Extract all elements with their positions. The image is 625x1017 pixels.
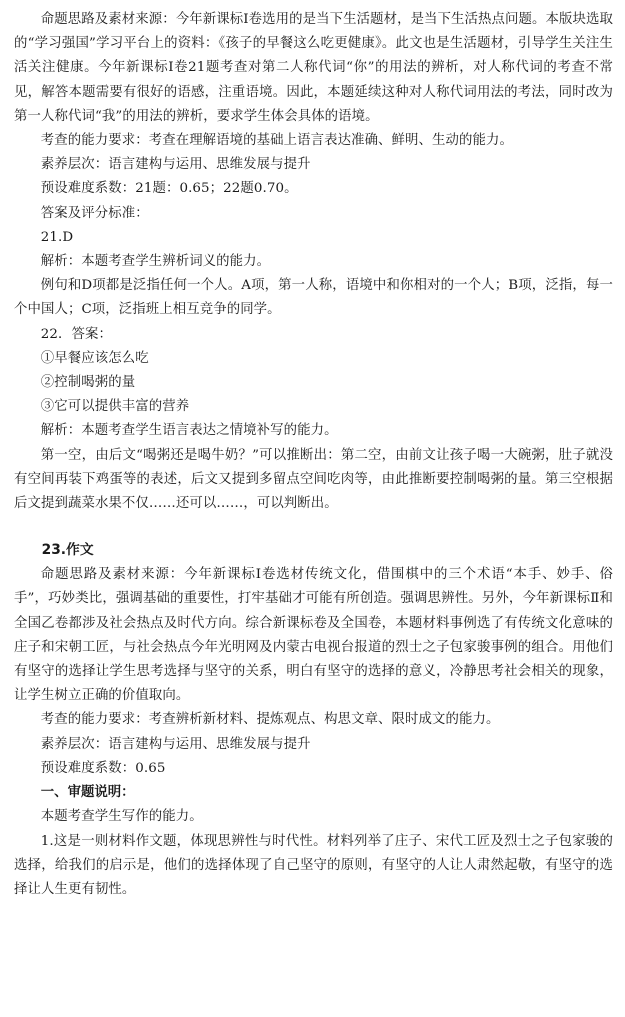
q22-answer-label: 22．答案： <box>40 326 112 342</box>
q21-detail: 例句和D项都是泛指任何一个人。A项，第一人称，语境中和你相对的一个人；B项，泛指，每一个中国人；C项，泛指班上相互竞争的同学。 <box>14 278 613 318</box>
q23-ability-requirement: 考查的能力要求：考查辨析新材料、提炼观点、构思文章、限时成文的能力。 <box>40 712 500 728</box>
q21-answer: 21.D <box>40 229 74 245</box>
q22-answer-item: ②控制喝粥的量 <box>40 375 136 391</box>
q22-analysis: 解析：本题考查学生语言表达之情境补写的能力。 <box>40 423 338 439</box>
q21-22-difficulty: 预设难度系数：21题：0.65；22题0.70。 <box>40 181 298 197</box>
q23-difficulty: 预设难度系数：0.65 <box>40 760 166 776</box>
answer-heading: 答案及评分标准： <box>40 205 149 221</box>
review-heading: 一、审题说明： <box>40 785 135 801</box>
q23-source-paragraph: 命题思路及素材来源：今年新课标Ⅰ卷选材传统文化，借围棋中的三个术语“本手、妙手、俗手”，巧妙类比，强调基础的重要性，打牢基础才可能有所创造。强调思辨性。另外，今年新课标Ⅱ和全国乙卷都涉及社会热点及时代方向。综合新课标卷及全国卷，本题材料事例选了有传统文化意味的庄子和宋朝工匠，与社会热点今年光明网及内蒙古电视台报道的烈士之子包家骏事例的组合。用他们有坚守的选择让学生思考选择与坚守的关系，明白有坚守的选择的意义，冷静思考社会相关的现象，让学生树立正确的价值取向。 <box>14 567 613 704</box>
q21-22-source-paragraph: 命题思路及素材来源：今年新课标Ⅰ卷选用的是当下生活题材，是当下生活热点问题。本版块选取的“学习强国”学习平台上的资料：《孩子的早餐这么吃更健康》。此文也是生活题材，引导学生关注生活关注健康。今年新课标Ⅰ卷21题考查对第二人称代词“你”的用法的辨析，对人称代词的考查不常见，解答本题需要有很好的语感，注重语境。因此，本题延续这种对人称代词用法的考法，同时改为第一人称代词“我”的用法的辨析，要求学生体会具体的语境。 <box>14 12 613 124</box>
q23-heading: 23.作文 <box>41 542 94 559</box>
q22-answer-item: ①早餐应该怎么吃 <box>40 350 149 366</box>
review-intro: 本题考查学生写作的能力。 <box>40 809 203 825</box>
q21-22-literacy-level: 素养层次：语言建构与运用、思维发展与提升 <box>40 157 311 173</box>
q23-literacy-level: 素养层次：语言建构与运用、思维发展与提升 <box>40 736 311 752</box>
q21-22-ability-requirement: 考查的能力要求：考查在理解语境的基础上语言表达准确、鲜明、生动的能力。 <box>40 133 513 149</box>
q22-answer-item: ③它可以提供丰富的营养 <box>40 399 190 415</box>
q21-analysis: 解析：本题考查学生辨析词义的能力。 <box>40 254 271 270</box>
q22-detail: 第一空，由后文“喝粥还是喝牛奶？”可以推断出：第二空，由前文让孩子喝一大碗粥，肚子就没有空间再装下鸡蛋等的表述，后文又提到多留点空间吃肉等，由此推断要控制喝粥的量。第三空根据后文提到蔬菜水果不仅……还可以……，可以判断出。 <box>14 447 613 512</box>
review-point-1: 1.这是一则材料作文题，体现思辨性与时代性。材料列举了庄子、宋代工匠及烈士之子包家骏的选择，给我们的启示是，他们的选择体现了自己坚守的原则，有坚守的人让人肃然起敬，有坚守的选择让人生更有韧性。 <box>14 833 613 897</box>
section-spacer <box>14 516 613 538</box>
